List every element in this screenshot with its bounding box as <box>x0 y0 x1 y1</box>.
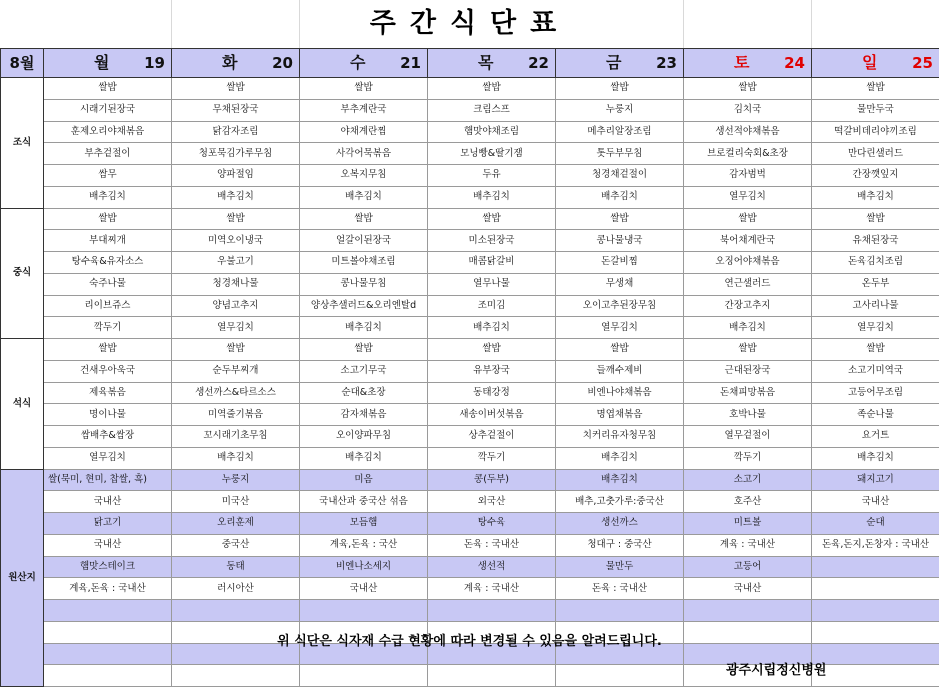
menu-cell: 쌀밥 <box>172 208 300 230</box>
menu-row <box>1 382 939 404</box>
menu-cell: 쌀밥 <box>300 339 428 361</box>
menu-cell: 매콤닭갈비 <box>428 252 556 274</box>
origin-cell: 콩(두부) <box>428 469 556 491</box>
menu-cell: 들깨수제비 <box>556 360 684 382</box>
origin-cell: 탕수육 <box>428 513 556 535</box>
menu-cell: 햄맛야채조림 <box>428 121 556 143</box>
menu-cell: 쌀밥 <box>684 339 812 361</box>
menu-cell: 돈육김치조림 <box>812 252 939 274</box>
menu-cell: 메추리알장조림 <box>556 121 684 143</box>
day-name: 화 <box>222 49 237 77</box>
origin-cell <box>172 600 300 622</box>
menu-row <box>1 317 939 339</box>
menu-cell: 소고기무국 <box>300 360 428 382</box>
month-label: 8월 <box>1 49 44 78</box>
menu-cell: 새송이버섯볶음 <box>428 404 556 426</box>
menu-cell: 청경채나물 <box>172 273 300 295</box>
menu-cell: 야채계란찜 <box>300 121 428 143</box>
menu-row <box>1 99 939 121</box>
menu-row <box>1 78 939 100</box>
origin-cell: 청대구 : 중국산 <box>556 534 684 556</box>
menu-row <box>1 295 939 317</box>
menu-cell: 치커리유자청무침 <box>556 426 684 448</box>
day-date: 21 <box>400 49 421 77</box>
menu-row <box>1 426 939 448</box>
menu-cell: 감자범벅 <box>684 165 812 187</box>
origin-cell: 계육,돈육 : 국산 <box>300 534 428 556</box>
menu-row <box>1 447 939 469</box>
menu-row <box>1 165 939 187</box>
menu-cell: 배추김치 <box>428 186 556 208</box>
menu-cell: 감자채볶음 <box>300 404 428 426</box>
day-header <box>556 49 684 78</box>
menu-cell: 쌀밥 <box>300 208 428 230</box>
meal-label: 조식 <box>1 78 44 209</box>
menu-cell: 열무김치 <box>556 317 684 339</box>
menu-cell: 쌀밥 <box>812 339 939 361</box>
origin-cell: 국내산 <box>300 578 428 600</box>
origin-cell: 외국산 <box>428 491 556 513</box>
origin-cell: 돈육 : 국내산 <box>556 578 684 600</box>
menu-cell: 양념고추지 <box>172 295 300 317</box>
notice-text: 위 식단은 식자재 수급 현황에 따라 변경될 수 있음을 알려드립니다. <box>0 630 939 649</box>
origin-cell: 비엔나소세지 <box>300 556 428 578</box>
menu-row <box>1 230 939 252</box>
origin-row <box>1 491 939 513</box>
origin-cell: 국내산 <box>44 491 172 513</box>
origin-cell: 국내산 <box>684 578 812 600</box>
menu-cell: 꼬시래기초무침 <box>172 426 300 448</box>
menu-cell: 명엽채볶음 <box>556 404 684 426</box>
day-name: 월 <box>94 49 109 77</box>
menu-cell: 부추겉절이 <box>44 143 172 165</box>
menu-cell: 쌀밥 <box>684 208 812 230</box>
menu-cell: 떡갈비데리야끼조림 <box>812 121 939 143</box>
day-header <box>172 49 300 78</box>
menu-cell: 배추김치 <box>812 447 939 469</box>
menu-cell: 배추김치 <box>172 447 300 469</box>
menu-cell: 배추김치 <box>812 186 939 208</box>
menu-cell: 쌀밥 <box>428 339 556 361</box>
menu-cell: 생선까스&타르소스 <box>172 382 300 404</box>
menu-cell: 쌀밥 <box>684 78 812 100</box>
menu-cell: 오징어야채볶음 <box>684 252 812 274</box>
day-date: 23 <box>656 49 677 77</box>
menu-cell: 동태강정 <box>428 382 556 404</box>
menu-cell: 깍두기 <box>44 317 172 339</box>
origin-cell: 배추,고춧가루:중국산 <box>556 491 684 513</box>
day-date: 25 <box>912 49 933 77</box>
menu-cell: 브로컬리숙회&초장 <box>684 143 812 165</box>
grid-line <box>683 0 684 48</box>
menu-cell: 배추김치 <box>172 186 300 208</box>
menu-cell: 미소된장국 <box>428 230 556 252</box>
menu-cell: 쌀밥 <box>556 339 684 361</box>
origin-cell: 생선까스 <box>556 513 684 535</box>
menu-cell: 배추김치 <box>300 186 428 208</box>
origin-cell: 미음 <box>300 469 428 491</box>
origin-cell <box>812 600 939 622</box>
menu-cell: 열무김치 <box>812 317 939 339</box>
menu-row <box>1 208 939 230</box>
origin-cell: 물만두 <box>556 556 684 578</box>
menu-cell: 부대찌개 <box>44 230 172 252</box>
origin-cell <box>300 665 428 687</box>
origin-cell <box>812 578 939 600</box>
menu-row <box>1 186 939 208</box>
menu-cell: 두유 <box>428 165 556 187</box>
menu-cell: 탕수육&유자소스 <box>44 252 172 274</box>
origin-label: 원산지 <box>1 469 44 687</box>
origin-row <box>1 534 939 556</box>
day-date: 20 <box>272 49 293 77</box>
menu-row <box>1 339 939 361</box>
menu-row <box>1 360 939 382</box>
menu-cell: 쌀밥 <box>556 208 684 230</box>
menu-cell: 오이양파무침 <box>300 426 428 448</box>
day-name: 토 <box>734 49 749 77</box>
menu-cell: 훈제오리야채볶음 <box>44 121 172 143</box>
menu-cell: 족순나물 <box>812 404 939 426</box>
day-name: 수 <box>350 49 365 77</box>
origin-row <box>1 556 939 578</box>
day-date: 22 <box>528 49 549 77</box>
menu-cell: 순대&초장 <box>300 382 428 404</box>
menu-cell: 쌀밥 <box>812 208 939 230</box>
origin-cell <box>300 600 428 622</box>
origin-cell: 오리훈제 <box>172 513 300 535</box>
menu-row <box>1 252 939 274</box>
menu-cell: 연근샐러드 <box>684 273 812 295</box>
menu-cell: 생선적야채볶음 <box>684 121 812 143</box>
origin-cell: 닭고기 <box>44 513 172 535</box>
menu-cell: 닭감자조림 <box>172 121 300 143</box>
menu-cell: 근대된장국 <box>684 360 812 382</box>
origin-cell <box>428 600 556 622</box>
menu-cell: 배추김치 <box>300 447 428 469</box>
menu-row <box>1 404 939 426</box>
origin-cell: 소고기 <box>684 469 812 491</box>
menu-cell: 미역줄기볶음 <box>172 404 300 426</box>
menu-cell: 우불고기 <box>172 252 300 274</box>
origin-cell: 호주산 <box>684 491 812 513</box>
menu-cell: 시래기된장국 <box>44 99 172 121</box>
menu-cell: 쌀밥 <box>428 208 556 230</box>
origin-cell <box>684 600 812 622</box>
origin-cell: 돼지고기 <box>812 469 939 491</box>
menu-cell: 열무김치 <box>684 186 812 208</box>
menu-cell: 고사리나물 <box>812 295 939 317</box>
menu-cell: 배추김치 <box>684 317 812 339</box>
menu-cell: 크림스프 <box>428 99 556 121</box>
day-date: 24 <box>784 49 805 77</box>
menu-cell: 쌀밥 <box>300 78 428 100</box>
menu-cell: 쌀밥 <box>44 78 172 100</box>
menu-cell: 청포묵김가루무침 <box>172 143 300 165</box>
menu-cell: 물만두국 <box>812 99 939 121</box>
menu-cell: 고등어무조림 <box>812 382 939 404</box>
menu-cell: 오복지무침 <box>300 165 428 187</box>
origin-cell: 국내산과 중국산 섞음 <box>300 491 428 513</box>
menu-cell: 열무김치 <box>172 317 300 339</box>
menu-cell: 미트볼야채조림 <box>300 252 428 274</box>
origin-cell: 순대 <box>812 513 939 535</box>
origin-cell: 계육 : 국내산 <box>428 578 556 600</box>
origin-cell: 계육 : 국내산 <box>684 534 812 556</box>
meal-label: 석식 <box>1 339 44 470</box>
menu-cell: 열무나물 <box>428 273 556 295</box>
menu-cell: 청경채겉절이 <box>556 165 684 187</box>
origin-cell: 미국산 <box>172 491 300 513</box>
origin-row <box>1 513 939 535</box>
menu-row <box>1 143 939 165</box>
menu-cell: 부추계란국 <box>300 99 428 121</box>
menu-cell: 쌀밥 <box>172 339 300 361</box>
menu-cell: 열무김치 <box>44 447 172 469</box>
origin-cell: 고등어 <box>684 556 812 578</box>
menu-cell: 배추김치 <box>300 317 428 339</box>
menu-cell: 유채된장국 <box>812 230 939 252</box>
menu-cell: 무채된장국 <box>172 99 300 121</box>
menu-cell: 돈채피망볶음 <box>684 382 812 404</box>
menu-cell: 톳두부무침 <box>556 143 684 165</box>
menu-cell: 쌈배추&쌈장 <box>44 426 172 448</box>
menu-cell: 만다린샐러드 <box>812 143 939 165</box>
origin-cell: 햄맛스테이크 <box>44 556 172 578</box>
origin-row <box>1 469 939 491</box>
origin-cell <box>172 665 300 687</box>
day-name: 목 <box>478 49 493 77</box>
day-name: 금 <box>606 49 621 77</box>
menu-cell: 쌀밥 <box>44 208 172 230</box>
origin-cell: 계육,돈육 : 국내산 <box>44 578 172 600</box>
menu-cell: 건새우아욱국 <box>44 360 172 382</box>
origin-cell: 생선적 <box>428 556 556 578</box>
menu-cell: 김치국 <box>684 99 812 121</box>
menu-cell: 소고기미역국 <box>812 360 939 382</box>
origin-cell <box>44 600 172 622</box>
menu-cell: 순두부찌개 <box>172 360 300 382</box>
menu-row <box>1 121 939 143</box>
menu-cell: 상추겉절이 <box>428 426 556 448</box>
menu-cell: 명이나물 <box>44 404 172 426</box>
hospital-name: 광주시립정신병원 <box>726 659 926 678</box>
origin-cell: 모듬햄 <box>300 513 428 535</box>
day-date: 19 <box>144 49 165 77</box>
menu-row <box>1 273 939 295</box>
menu-cell: 쌈무 <box>44 165 172 187</box>
origin-cell <box>556 665 684 687</box>
origin-cell: 미트볼 <box>684 513 812 535</box>
menu-cell: 양파절임 <box>172 165 300 187</box>
menu-cell: 쌀밥 <box>812 78 939 100</box>
menu-cell: 모닝빵&딸기잼 <box>428 143 556 165</box>
origin-cell: 누룽지 <box>172 469 300 491</box>
menu-cell: 콩나물냉국 <box>556 230 684 252</box>
origin-cell <box>44 665 172 687</box>
origin-cell: 러시아산 <box>172 578 300 600</box>
origin-row <box>1 600 939 622</box>
menu-cell: 배추김치 <box>44 186 172 208</box>
origin-cell <box>556 600 684 622</box>
menu-cell: 요거트 <box>812 426 939 448</box>
grid-line <box>811 0 812 48</box>
day-header <box>684 49 812 78</box>
menu-cell: 온두부 <box>812 273 939 295</box>
menu-cell: 무생채 <box>556 273 684 295</box>
menu-cell: 오이고추된장무침 <box>556 295 684 317</box>
menu-cell: 숙주나물 <box>44 273 172 295</box>
menu-cell: 간장고추지 <box>684 295 812 317</box>
day-header <box>44 49 172 78</box>
menu-cell: 조미김 <box>428 295 556 317</box>
menu-cell: 간장깻잎지 <box>812 165 939 187</box>
menu-cell: 배추김치 <box>556 186 684 208</box>
meal-label: 중식 <box>1 208 44 339</box>
menu-cell: 열무겉절이 <box>684 426 812 448</box>
origin-cell: 돈육,돈지,돈창자 : 국내산 <box>812 534 939 556</box>
origin-cell: 돈육 : 국내산 <box>428 534 556 556</box>
menu-cell: 돈갈비찜 <box>556 252 684 274</box>
grid-line <box>171 0 172 48</box>
menu-cell: 유부장국 <box>428 360 556 382</box>
page-title: 주간식단표 <box>300 4 640 44</box>
origin-row <box>1 578 939 600</box>
menu-cell: 북어채계란국 <box>684 230 812 252</box>
origin-cell <box>812 556 939 578</box>
menu-cell: 사각어묵볶음 <box>300 143 428 165</box>
menu-cell: 깍두기 <box>428 447 556 469</box>
menu-cell: 누룽지 <box>556 99 684 121</box>
day-header <box>428 49 556 78</box>
origin-cell <box>428 665 556 687</box>
origin-cell: 쌀(묵미, 현미, 찹쌀, 흑) <box>44 469 172 491</box>
menu-cell: 미역오이냉국 <box>172 230 300 252</box>
origin-cell: 국내산 <box>812 491 939 513</box>
menu-cell: 쌀밥 <box>556 78 684 100</box>
menu-cell: 배추김치 <box>556 447 684 469</box>
menu-cell: 제육볶음 <box>44 382 172 404</box>
weekly-menu-table <box>0 48 939 687</box>
header-row <box>1 49 939 78</box>
menu-cell: 비엔나야채볶음 <box>556 382 684 404</box>
menu-cell: 깍두기 <box>684 447 812 469</box>
origin-cell: 동태 <box>172 556 300 578</box>
day-header <box>300 49 428 78</box>
day-header <box>812 49 939 78</box>
menu-cell: 배추김치 <box>428 317 556 339</box>
origin-cell: 배추김치 <box>556 469 684 491</box>
menu-cell: 리이브쥬스 <box>44 295 172 317</box>
menu-cell: 양상추샐러드&오리엔탈d <box>300 295 428 317</box>
menu-cell: 콩나물무침 <box>300 273 428 295</box>
menu-cell: 얼갈이된장국 <box>300 230 428 252</box>
menu-cell: 쌀밥 <box>428 78 556 100</box>
menu-cell: 쌀밥 <box>44 339 172 361</box>
origin-cell: 중국산 <box>172 534 300 556</box>
day-name: 일 <box>862 49 877 77</box>
menu-cell: 쌀밥 <box>172 78 300 100</box>
menu-cell: 호박나물 <box>684 404 812 426</box>
origin-cell: 국내산 <box>44 534 172 556</box>
